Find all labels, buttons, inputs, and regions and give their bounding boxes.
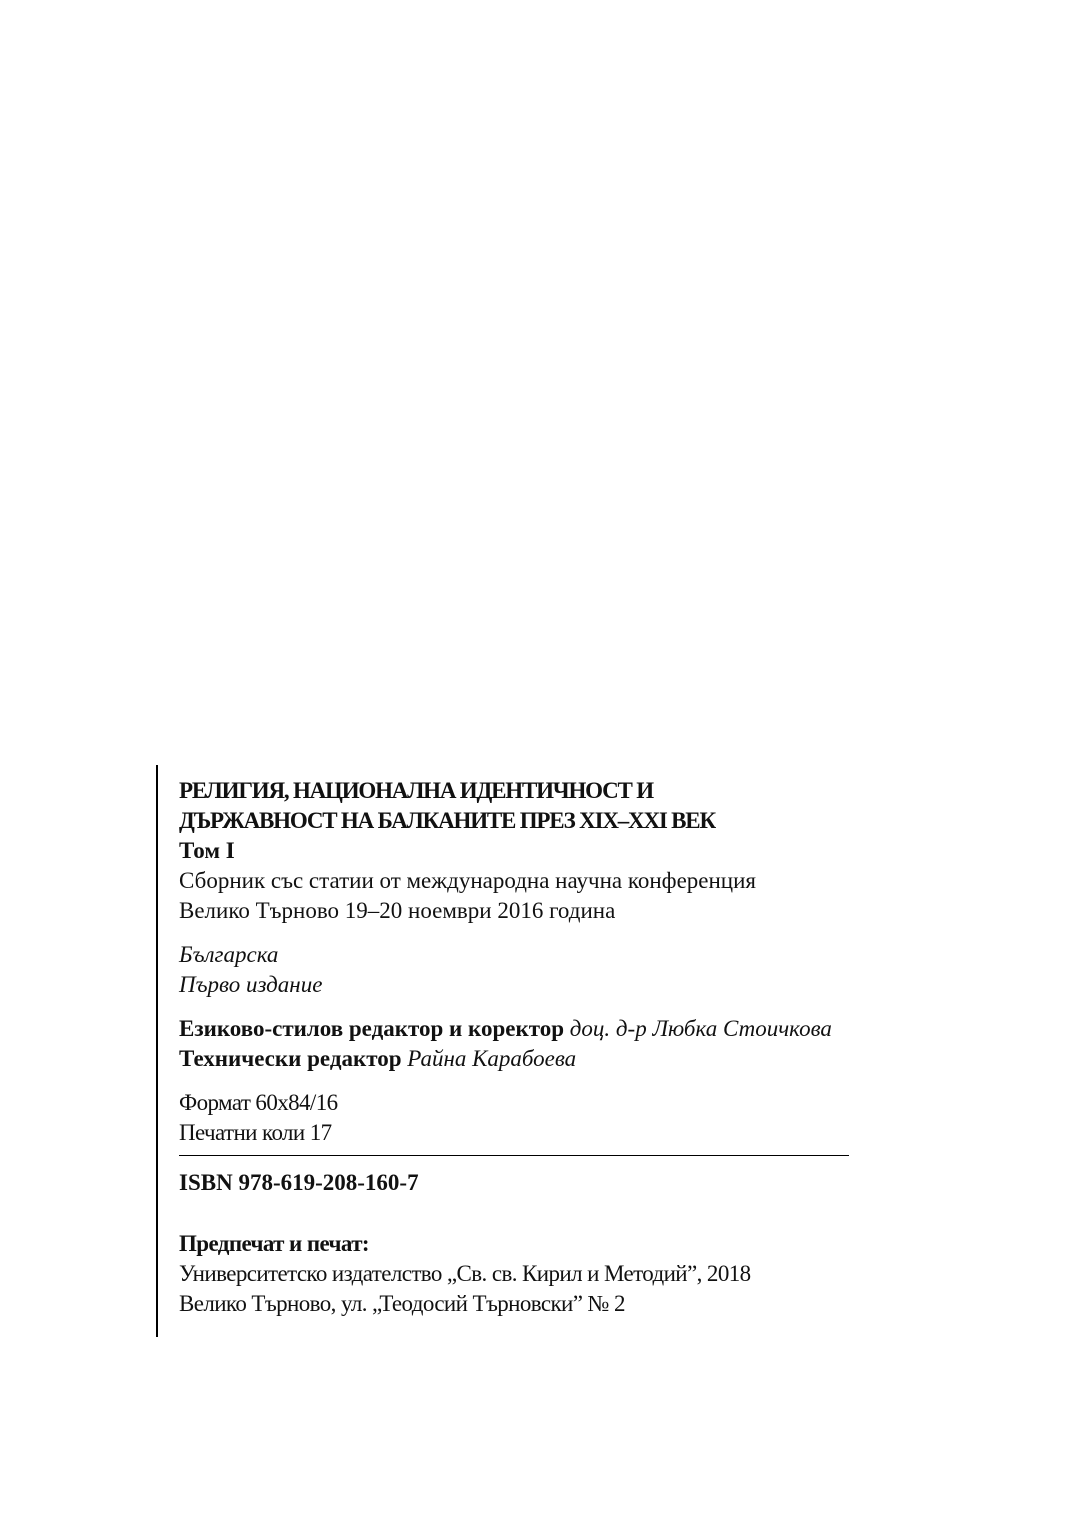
subtitle-line-1: Сборник със статии от международна научна конференция xyxy=(179,868,756,893)
language-label: Българска xyxy=(179,942,279,967)
colophon xyxy=(179,776,1039,1319)
language-editor-label: Езиково-стилов редактор и коректор xyxy=(179,1016,565,1041)
printed-sheets: Печатни коли 17 xyxy=(179,1120,332,1145)
edition-label: Първо издание xyxy=(179,972,323,997)
isbn: ISBN 978-619-208-160-7 xyxy=(179,1170,419,1195)
language-editor-name: доц. д-р Любка Стоичкова xyxy=(569,1016,832,1041)
technical-editor-label: Технически редактор xyxy=(179,1046,402,1071)
technical-editor-name: Райна Карабоева xyxy=(407,1046,577,1071)
subtitle-line-2: Велико Търново 19–20 ноември 2016 година xyxy=(179,898,616,923)
book-title-line-1: РЕЛИГИЯ, НАЦИОНАЛНА ИДЕНТИЧНОСТ И xyxy=(179,778,653,803)
printing-label: Предпечат и печат: xyxy=(179,1231,369,1256)
left-margin-rule xyxy=(156,765,158,1337)
format-spec: Формат 60x84/16 xyxy=(179,1090,338,1115)
technical-editor-line xyxy=(179,1044,1039,1074)
publisher-line: Университетско издателство „Св. св. Кирил и Методий”, 2018 xyxy=(179,1261,751,1286)
publisher-address: Велико Търново, ул. „Теодосий Търновски” № 2 xyxy=(179,1291,625,1316)
language-editor-line xyxy=(179,1014,1039,1044)
volume-label: Том I xyxy=(179,838,235,863)
book-title-line-2: ДЪРЖАВНОСТ НА БАЛКАНИТЕ ПРЕЗ XIX–XXI ВЕК xyxy=(179,808,715,833)
